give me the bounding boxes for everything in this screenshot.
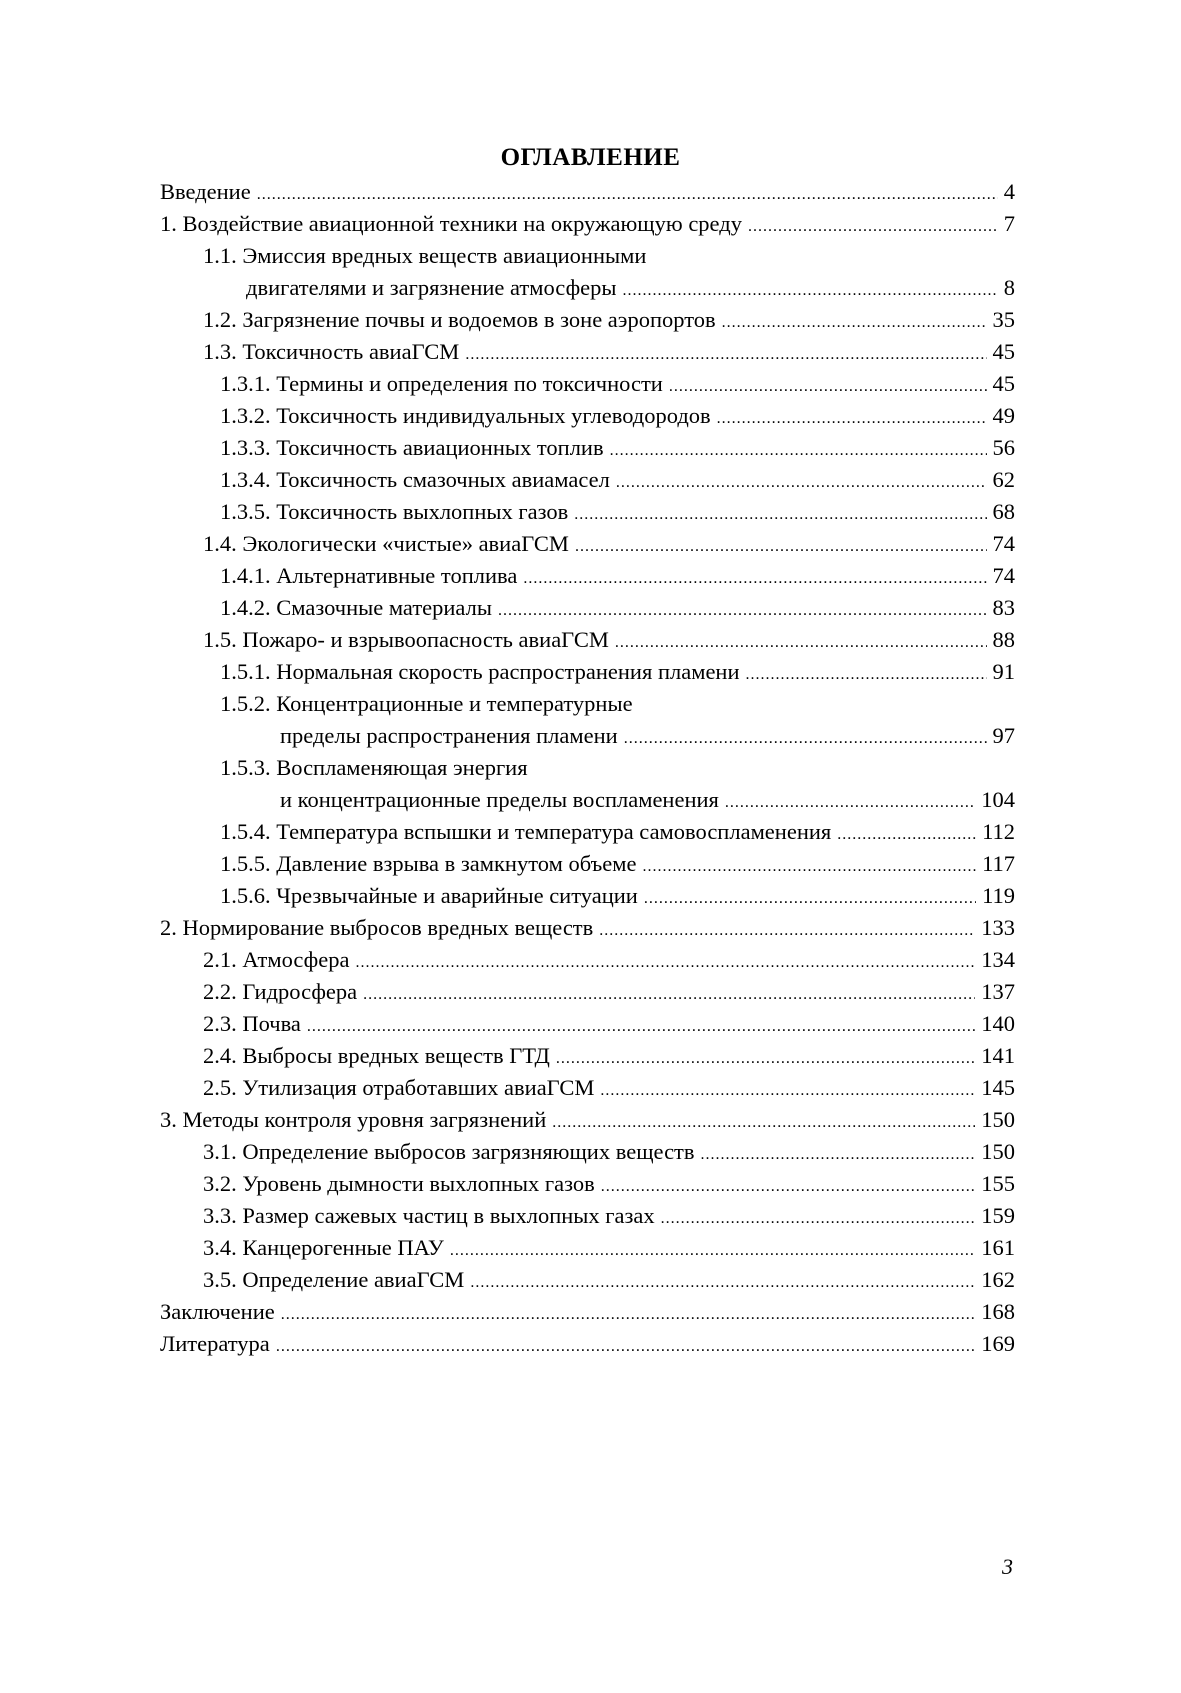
toc-entry[interactable] — [160, 496, 1015, 528]
toc-entry-page: 137 — [981, 979, 1015, 1004]
toc-entry-page: 133 — [981, 915, 1015, 940]
toc-entry-page: 91 — [992, 659, 1015, 684]
toc-dot-leader — [574, 499, 986, 531]
toc-entry-page: 35 — [992, 307, 1015, 332]
toc-entry-page: 168 — [981, 1299, 1015, 1324]
toc-entry-page: 62 — [992, 467, 1015, 492]
toc-entry-page: 83 — [992, 595, 1015, 620]
toc-dot-leader — [837, 819, 976, 851]
toc-entry-page: 150 — [981, 1139, 1015, 1164]
toc-entry-label: Литература — [160, 1331, 270, 1356]
toc-entry[interactable] — [160, 1040, 1015, 1072]
toc-entry-label: 2.5. Утилизация отработавших авиаГСМ — [203, 1075, 595, 1100]
toc-entry-label: 2.1. Атмосфера — [203, 947, 350, 972]
toc-dot-leader — [556, 1043, 975, 1075]
toc-entry[interactable] — [160, 1168, 1015, 1200]
toc-entry-label: 1.4.2. Смазочные материалы — [220, 595, 492, 620]
toc-dot-leader — [610, 435, 987, 467]
toc-entry-page: 4 — [1003, 179, 1015, 204]
toc-entry-label: 3.3. Размер сажевых частиц в выхлопных газах — [203, 1203, 655, 1228]
toc-entry-label: 3.4. Канцерогенные ПАУ — [203, 1235, 444, 1260]
toc-dot-leader — [465, 339, 986, 371]
toc-entry[interactable] — [160, 240, 1015, 272]
toc-entry[interactable] — [160, 752, 1015, 784]
toc-dot-leader — [624, 723, 987, 755]
toc-entry-label: 1.3.4. Токсичность смазочных авиамасел — [220, 467, 610, 492]
toc-entry-label: 2.4. Выбросы вредных веществ ГТД — [203, 1043, 550, 1068]
toc-dot-leader — [725, 787, 975, 819]
toc-entry-label: 3.2. Уровень дымности выхлопных газов — [203, 1171, 595, 1196]
toc-dot-leader — [748, 211, 998, 243]
toc-entry-label: 1.5.1. Нормальная скорость распространения пламени — [220, 659, 740, 684]
toc-entry-label: Введение — [160, 179, 251, 204]
toc-entry[interactable] — [160, 432, 1015, 464]
toc-entry-page: 134 — [981, 947, 1015, 972]
toc-entry-label: 1.5.6. Чрезвычайные и аварийные ситуации — [220, 883, 638, 908]
toc-entry-label: 1.3.2. Токсичность индивидуальных углеводородов — [220, 403, 711, 428]
toc-entry-label: и концентрационные пределы воспламенения — [280, 787, 719, 812]
toc-entry[interactable] — [160, 1104, 1015, 1136]
toc-entry[interactable] — [160, 592, 1015, 624]
toc-dot-leader — [281, 1299, 976, 1331]
toc-entry[interactable] — [160, 208, 1015, 240]
toc-entry[interactable] — [160, 1296, 1015, 1328]
toc-entry[interactable] — [160, 1200, 1015, 1232]
toc-entry[interactable] — [160, 1136, 1015, 1168]
toc-dot-leader — [615, 627, 987, 659]
toc-entry-label: 1.5.2. Концентрационные и температурные — [220, 691, 633, 716]
toc-entry-label: Заключение — [160, 1299, 275, 1324]
toc-entry-page: 140 — [981, 1011, 1015, 1036]
toc-entry[interactable] — [160, 1072, 1015, 1104]
toc-entry-page: 49 — [992, 403, 1015, 428]
toc-dot-leader — [450, 1235, 975, 1267]
toc-entry[interactable] — [160, 560, 1015, 592]
toc-dot-leader — [600, 1075, 975, 1107]
toc-entry[interactable] — [160, 848, 1015, 880]
toc-entry-page: 145 — [981, 1075, 1015, 1100]
toc-dot-leader — [746, 659, 987, 691]
toc-entry[interactable] — [160, 944, 1015, 976]
toc-entry[interactable] — [160, 720, 1015, 752]
toc-entry-label: 1.3.3. Токсичность авиационных топлив — [220, 435, 604, 460]
page-title: ОГЛАВЛЕНИЕ — [500, 144, 681, 171]
toc-entry-label: пределы распространения пламени — [280, 723, 618, 748]
toc-entry-label: 1.5.4. Температура вспышки и температура самовоспламенения — [220, 819, 832, 844]
page-number: 3 — [1002, 1554, 1013, 1579]
toc-entry-label: 1.3.1. Термины и определения по токсичности — [220, 371, 663, 396]
toc-entry-page: 74 — [992, 531, 1015, 556]
toc-dot-leader — [552, 1107, 975, 1139]
toc-entry[interactable] — [160, 912, 1015, 944]
toc-entry[interactable] — [160, 688, 1015, 720]
toc-entry[interactable] — [160, 336, 1015, 368]
toc-entry-label: 1.5.3. Воспламеняющая энергия — [220, 755, 528, 780]
toc-entry-page: 104 — [981, 787, 1015, 812]
toc-entry-page: 68 — [992, 499, 1015, 524]
toc-entry-page: 162 — [981, 1267, 1015, 1292]
toc-entry-page: 56 — [992, 435, 1015, 460]
toc-entry-page: 117 — [982, 851, 1015, 876]
toc-dot-leader — [257, 179, 998, 211]
toc-entry-page: 45 — [992, 371, 1015, 396]
toc-entry-label: 1. Воздействие авиационной техники на окружающую среду — [160, 211, 742, 236]
toc-entry[interactable] — [160, 784, 1015, 816]
toc-entry-page: 150 — [981, 1107, 1015, 1132]
toc-entry-page: 74 — [992, 563, 1015, 588]
toc-dot-leader — [722, 307, 987, 339]
toc-dot-leader — [701, 1139, 976, 1171]
toc-entry[interactable] — [160, 816, 1015, 848]
toc-entry-label: 1.3. Токсичность авиаГСМ — [203, 339, 460, 364]
toc-dot-leader — [642, 851, 976, 883]
toc-entry[interactable] — [160, 1008, 1015, 1040]
toc-entry-label: 3. Методы контроля уровня загрязнений — [160, 1107, 547, 1132]
toc-entry-label: 1.2. Загрязнение почвы и водоемов в зоне аэропортов — [203, 307, 716, 332]
toc-entry-label: 2.2. Гидросфера — [203, 979, 358, 1004]
toc-entry-label: 1.3.5. Токсичность выхлопных газов — [220, 499, 569, 524]
toc-dot-leader — [276, 1331, 975, 1363]
toc-entry-label: 3.5. Определение авиаГСМ — [203, 1267, 465, 1292]
toc-entry[interactable] — [160, 624, 1015, 656]
toc-entry-label: 1.1. Эмиссия вредных веществ авиационными — [203, 243, 647, 268]
toc-dot-leader — [498, 595, 987, 627]
toc-entry-page: 45 — [992, 339, 1015, 364]
toc-entry-page: 159 — [981, 1203, 1015, 1228]
toc-entry-page: 7 — [1003, 211, 1015, 236]
toc-entry[interactable] — [160, 400, 1015, 432]
toc-dot-leader — [616, 467, 987, 499]
toc-dot-leader — [599, 915, 975, 947]
toc-dot-leader — [523, 563, 986, 595]
toc-dot-leader — [669, 371, 987, 403]
toc-dot-leader — [363, 979, 975, 1011]
toc-entry-label: 1.5.5. Давление взрыва в замкнутом объеме — [220, 851, 637, 876]
toc-dot-leader — [601, 1171, 975, 1203]
toc-entry[interactable] — [160, 880, 1015, 912]
toc-entry-page: 97 — [992, 723, 1015, 748]
toc-entry-label: 2.3. Почва — [203, 1011, 301, 1036]
toc-entry-page: 155 — [981, 1171, 1015, 1196]
toc-entry[interactable] — [160, 976, 1015, 1008]
toc-entry-page: 119 — [982, 883, 1015, 908]
toc-entry-label: 1.4.1. Альтернативные топлива — [220, 563, 518, 588]
toc-dot-leader — [661, 1203, 976, 1235]
toc-entry-label: 1.4. Экологически «чистые» авиаГСМ — [203, 531, 569, 556]
toc-entry-page: 8 — [1003, 275, 1015, 300]
toc-entry[interactable] — [160, 1264, 1015, 1296]
toc-entry[interactable] — [160, 464, 1015, 496]
toc-entry[interactable] — [160, 656, 1015, 688]
toc-entry[interactable] — [160, 368, 1015, 400]
toc-entry-page: 112 — [982, 819, 1015, 844]
toc-entry-label: 2. Нормирование выбросов вредных веществ — [160, 915, 594, 940]
toc-entry[interactable] — [160, 528, 1015, 560]
toc-entry-label: двигателями и загрязнение атмосферы — [246, 275, 617, 300]
toc-dot-leader — [717, 403, 987, 435]
toc-entry-page: 141 — [981, 1043, 1015, 1068]
toc-dot-leader — [307, 1011, 975, 1043]
toc-entry[interactable] — [160, 272, 1015, 304]
toc-entry-label: 3.1. Определение выбросов загрязняющих веществ — [203, 1139, 695, 1164]
toc-entry-page: 169 — [981, 1331, 1015, 1356]
toc-entry[interactable] — [160, 1328, 1015, 1360]
table-of-contents — [160, 176, 1015, 1360]
toc-dot-leader — [623, 275, 998, 307]
toc-entry[interactable] — [160, 176, 1015, 208]
toc-entry[interactable] — [160, 1232, 1015, 1264]
toc-entry[interactable] — [160, 304, 1015, 336]
toc-entry-page: 161 — [981, 1235, 1015, 1260]
toc-dot-leader — [575, 531, 987, 563]
toc-entry-page: 88 — [992, 627, 1015, 652]
toc-dot-leader — [355, 947, 975, 979]
toc-dot-leader — [644, 883, 976, 915]
toc-entry-label: 1.5. Пожаро- и взрывоопасность авиаГСМ — [203, 627, 609, 652]
toc-dot-leader — [470, 1267, 975, 1299]
